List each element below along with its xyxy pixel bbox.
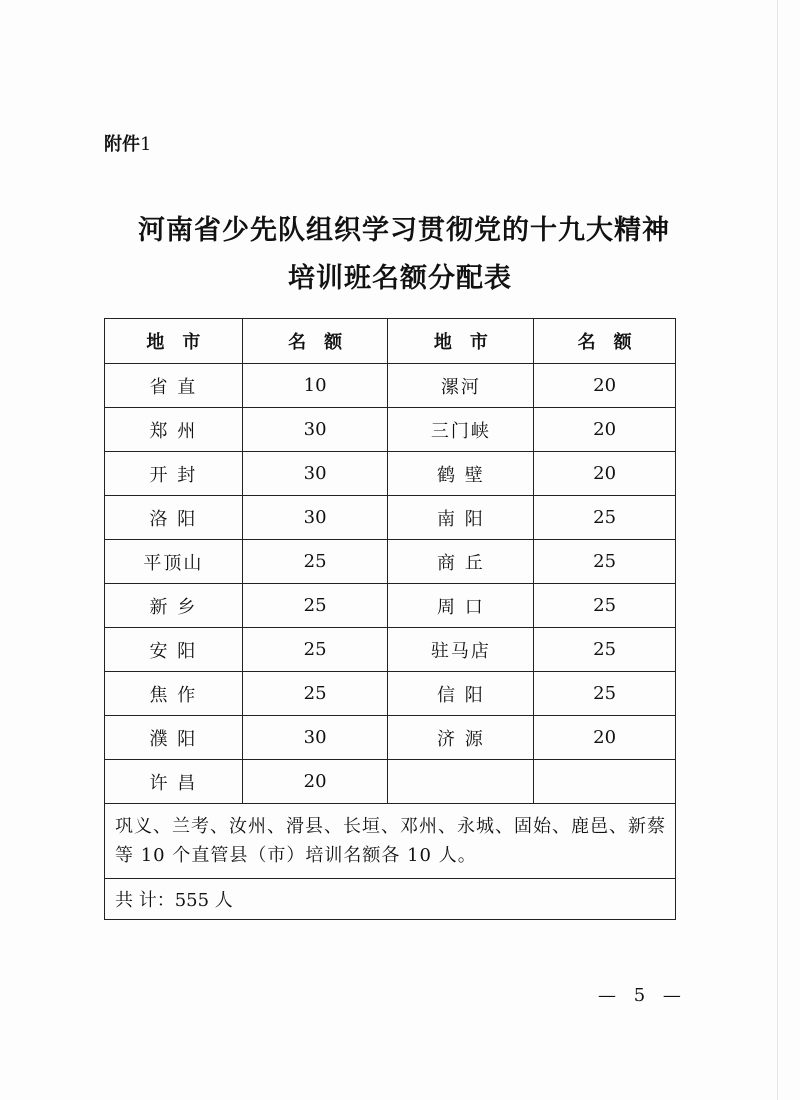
note-row xyxy=(105,804,676,879)
city-left: 洛 阳 xyxy=(105,496,243,540)
attachment-text: 附件 xyxy=(104,134,140,155)
header-city-left: 地市 xyxy=(105,319,243,364)
attachment-label xyxy=(104,130,151,156)
table-row xyxy=(105,364,676,408)
quota-right xyxy=(534,760,676,804)
quota-table xyxy=(104,318,676,920)
quota-right: 25 xyxy=(534,496,676,540)
city-left: 许 昌 xyxy=(105,760,243,804)
quota-left: 20 xyxy=(242,760,388,804)
city-right: 三门峡 xyxy=(388,408,534,452)
total-quota: 共 计：555 人 xyxy=(105,879,676,920)
header-quota-right: 名额 xyxy=(534,319,676,364)
quota-right: 20 xyxy=(534,452,676,496)
city-left: 开 封 xyxy=(105,452,243,496)
quota-right: 25 xyxy=(534,672,676,716)
table-row xyxy=(105,496,676,540)
quota-left: 30 xyxy=(242,452,388,496)
scan-edge-line xyxy=(777,0,778,1100)
page-number: — 5 — xyxy=(598,985,687,1006)
quota-right: 20 xyxy=(534,716,676,760)
city-right xyxy=(388,760,534,804)
table-row xyxy=(105,760,676,804)
city-left: 省 直 xyxy=(105,364,243,408)
city-right: 商 丘 xyxy=(388,540,534,584)
table-row xyxy=(105,716,676,760)
header-city-right: 地市 xyxy=(388,319,534,364)
table-row xyxy=(105,408,676,452)
quota-right: 25 xyxy=(534,628,676,672)
table-header-row xyxy=(105,319,676,364)
city-right: 驻马店 xyxy=(388,628,534,672)
quota-right: 25 xyxy=(534,540,676,584)
quota-right: 25 xyxy=(534,584,676,628)
city-left: 平顶山 xyxy=(105,540,243,584)
quota-left: 30 xyxy=(242,716,388,760)
city-right: 信 阳 xyxy=(388,672,534,716)
quota-left: 30 xyxy=(242,408,388,452)
attachment-number: 1 xyxy=(140,134,152,155)
header-quota-left: 名额 xyxy=(242,319,388,364)
quota-left: 25 xyxy=(242,628,388,672)
document-title-line-1: 河南省少先队组织学习贯彻党的十九大精神 xyxy=(138,215,670,246)
table-row xyxy=(105,628,676,672)
city-left: 郑 州 xyxy=(105,408,243,452)
quota-left: 10 xyxy=(242,364,388,408)
quota-right: 20 xyxy=(534,364,676,408)
city-right: 济 源 xyxy=(388,716,534,760)
quota-left: 30 xyxy=(242,496,388,540)
city-right: 南 阳 xyxy=(388,496,534,540)
city-right: 漯河 xyxy=(388,364,534,408)
quota-left: 25 xyxy=(242,584,388,628)
quota-left: 25 xyxy=(242,672,388,716)
total-row xyxy=(105,879,676,920)
quota-right: 20 xyxy=(534,408,676,452)
city-left: 濮 阳 xyxy=(105,716,243,760)
table-row xyxy=(105,584,676,628)
table-row xyxy=(105,452,676,496)
city-left: 安 阳 xyxy=(105,628,243,672)
quota-left: 25 xyxy=(242,540,388,584)
table-row xyxy=(105,540,676,584)
document-title-line-2: 培训班名额分配表 xyxy=(288,263,512,294)
city-left: 新 乡 xyxy=(105,584,243,628)
table-row xyxy=(105,672,676,716)
city-right: 周 口 xyxy=(388,584,534,628)
city-right: 鹤 壁 xyxy=(388,452,534,496)
direct-county-note: 巩义、兰考、汝州、滑县、长垣、邓州、永城、固始、鹿邑、新蔡等 10 个直管县（市）培训名额各 10 人。 xyxy=(105,804,676,879)
city-left: 焦 作 xyxy=(105,672,243,716)
